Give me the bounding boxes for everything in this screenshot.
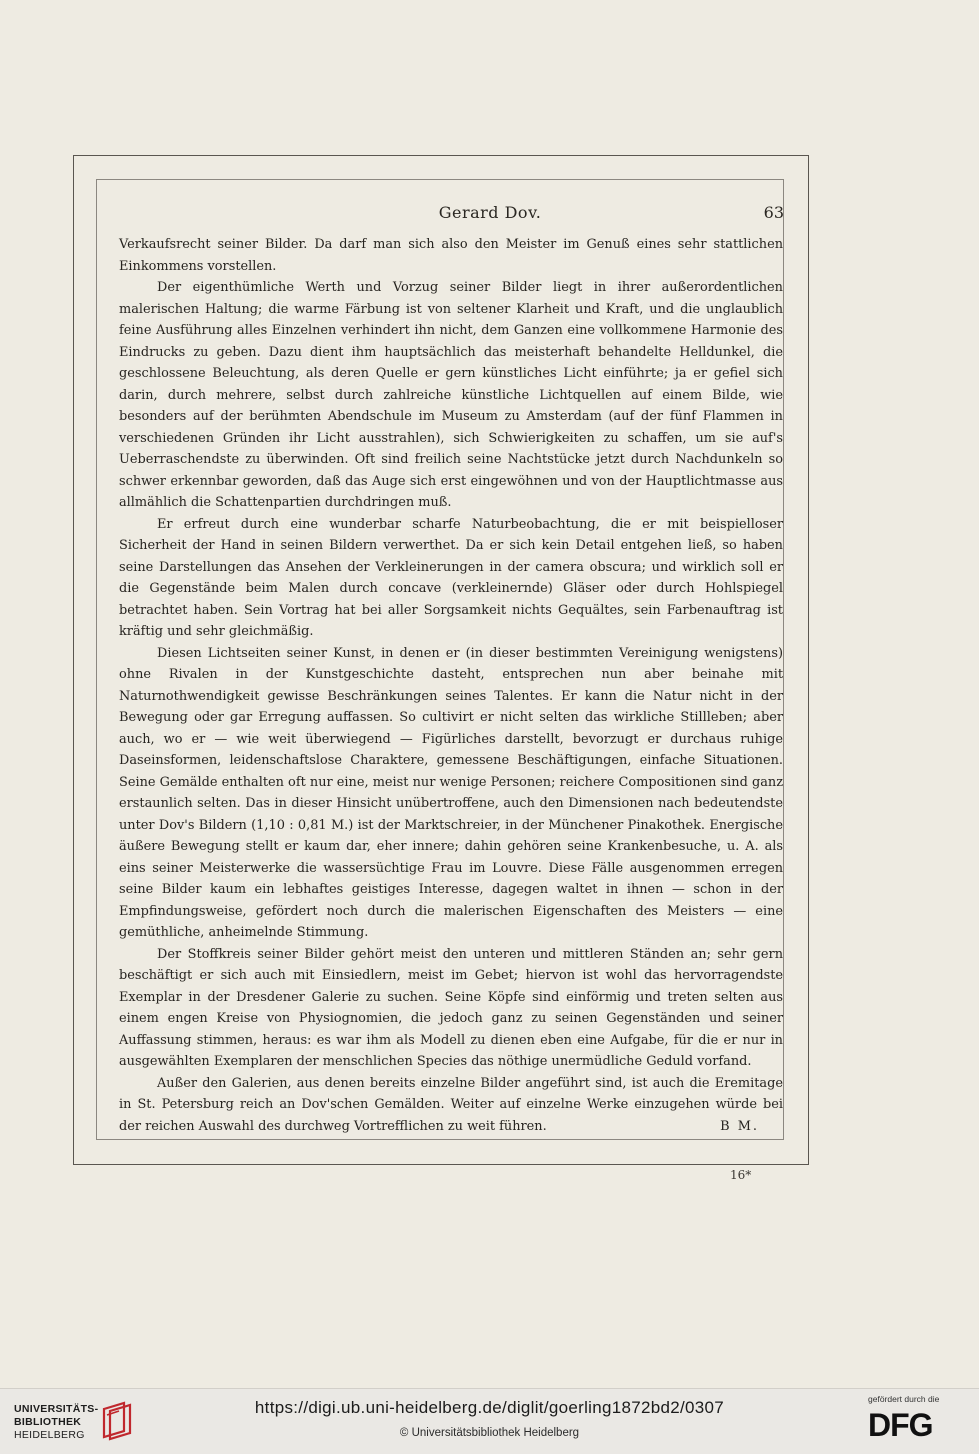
paragraph: Verkaufsrecht seiner Bilder. Da darf man sich also den Meister im Genuß eines sehr stattlichen Einkommens vorstellen. bbox=[119, 237, 783, 274]
dfg-logo[interactable]: DFG bbox=[868, 1407, 933, 1443]
viewer-footer bbox=[0, 1388, 979, 1454]
paragraph-last bbox=[119, 1073, 783, 1138]
paragraph: Der eigenthümliche Werth und Vorzug seiner Bilder liegt in ihrer außerordentlichen malerischen Haltung; die warme Färbung ist von seltener Klarheit und Kraft, und die unglaublich feine Ausführung alles Einzelnen verhindert ihn nicht, dem Ganzen eine vollkommene Harmonie des Eindrucks zu geben. Dazu dient ihm hauptsächlich das meisterhaft behandelte Helldunkel, die geschlossene Beleuchtung, als deren Quelle er gern künstliches Licht einführte; ja er gefiel sich darin, durch mehrere, selbst durch zahlreiche künstliche Lichtquellen auf einem Bilde, wie besonders auf der berühmten Abendschule im Museum zu Amsterdam (auf der fünf Flammen in verschiedenen Gründen ihr Licht ausstrahlen), sich Schwierigkeiten zu schaffen, um sie auf's Ueberraschendste zu überwinden. Oft sind freilich seine Nachtstücke jetzt durch Nachdunkeln so schwer erkennbar geworden, daß das Auge sich erst eingewöhnen und von der Hauptlichtmasse aus allmählich die Schattenpartien durchdringen muß. bbox=[119, 280, 783, 510]
permalink-url[interactable]: https://digi.ub.uni-heidelberg.de/diglit/goerling1872bd2/0307 bbox=[254, 1398, 725, 1417]
author-signature: B M. bbox=[720, 1118, 759, 1134]
running-header-title: Gerard Dov. bbox=[438, 203, 542, 222]
paragraph: Außer den Galerien, aus denen bereits einzelne Bilder angeführt sind, ist auch die Eremitage in St. Petersburg reich an Dov'schen Gemälden. Weiter auf einzelne Werke einzugehen würde bei der reichen Auswahl des durchweg Vortrefflichen zu weit führen. bbox=[119, 1075, 783, 1134]
library-line: HEIDELBERG bbox=[14, 1429, 85, 1441]
library-line: UNIVERSITÄTS- bbox=[14, 1403, 99, 1415]
body-text bbox=[119, 234, 783, 1137]
page-number: 63 bbox=[763, 203, 784, 222]
paragraph: Der Stoffkreis seiner Bilder gehört meist den unteren und mittleren Ständen an; sehr gern beschäftigt er sich auch mit Einsiedlern, meist im Gebet; hiervon ist wohl das hervorragendste Exemplar in der Dresdener Galerie zu suchen. Seine Köpfe sind einförmig und treten selten aus einem engen Kreise von Physiognomien, die jedoch ganz zu seinen Gegenständen und seiner Auffassung stimmen, heraus: es war ihm als Modell zu dienen eben eine Aufgabe, für die er nur in ausgewählten Exemplaren der menschlichen Species das nöthige unermüdliche Geduld vorfand. bbox=[119, 946, 783, 1069]
sheet-signature: 16* bbox=[730, 1168, 752, 1182]
paragraph: Er erfreut durch eine wunderbar scharfe Naturbeobachtung, die er mit beispielloser Sicherheit der Hand in seinen Bildern verwerthet. Da er sich kein Detail entgehen ließ, so haben seine Darstellungen das Ansehen der Verkleinerungen in der camera obscura; und wirklich soll er die Gegenstände beim Malen durch concave (verkleinernde) Gläser oder durch Hohlspiegel betrachtet haben. Sein Vortrag hat bei aller Sorgsamkeit nichts Gequältes, sein Farbenauftrag ist kräftig und sehr gleichmäßig. bbox=[119, 516, 783, 639]
copyright-notice: © Universitätsbibliothek Heidelberg bbox=[399, 1427, 580, 1439]
paragraph: Diesen Lichtseiten seiner Kunst, in denen er (in dieser bestimmten Vereinigung wenigstens) ohne Rivalen in der Kunstgeschichte dasteht, entsprechen nun aber beinahe mit Naturnothwendigkeit gewisse Beschränkungen seines Talentes. Er kann die Natur nicht in der Bewegung oder gar Erregung auffassen. So cultivirt er nicht selten das wirkliche Stillleben; aber auch, wo er — wie weit überwiegend — Figürliches darstellt, bevorzugt er durchaus ruhige Daseinsformen, leidenschaftslose Charaktere, gemessene Beschäftigungen, einfache Situationen. Seine Gemälde enthalten oft nur eine, meist nur wenige Personen; reichere Compositionen sind ganz erstaunlich selten. Das in dieser Hinsicht unübertroffene, auch den Dimensionen nach bedeutendste unter Dov's Bildern (1,10 : 0,81 M.) ist der Marktschreier, in der Münchener Pinakothek. Energische äußere Bewegung stellt er kaum dar, eher innere; dahin gehören seine Krankenbesuche, u. A. als eins seiner Meisterwerke die wassersüchtige Frau im Louvre. Diese Fälle ausgenommen erregen seine Bilder kaum ein lebhaftes geistiges Interesse, dagegen waltet in ihnen — schon in der Empfindungsweise, gefördert noch durch die malerischen Eigenschaften des Meisters — eine gemüthliche, anheimelnde Stimmung. bbox=[119, 645, 783, 940]
library-line: BIBLIOTHEK bbox=[14, 1416, 82, 1428]
funding-note: gefördert durch die bbox=[868, 1394, 940, 1404]
